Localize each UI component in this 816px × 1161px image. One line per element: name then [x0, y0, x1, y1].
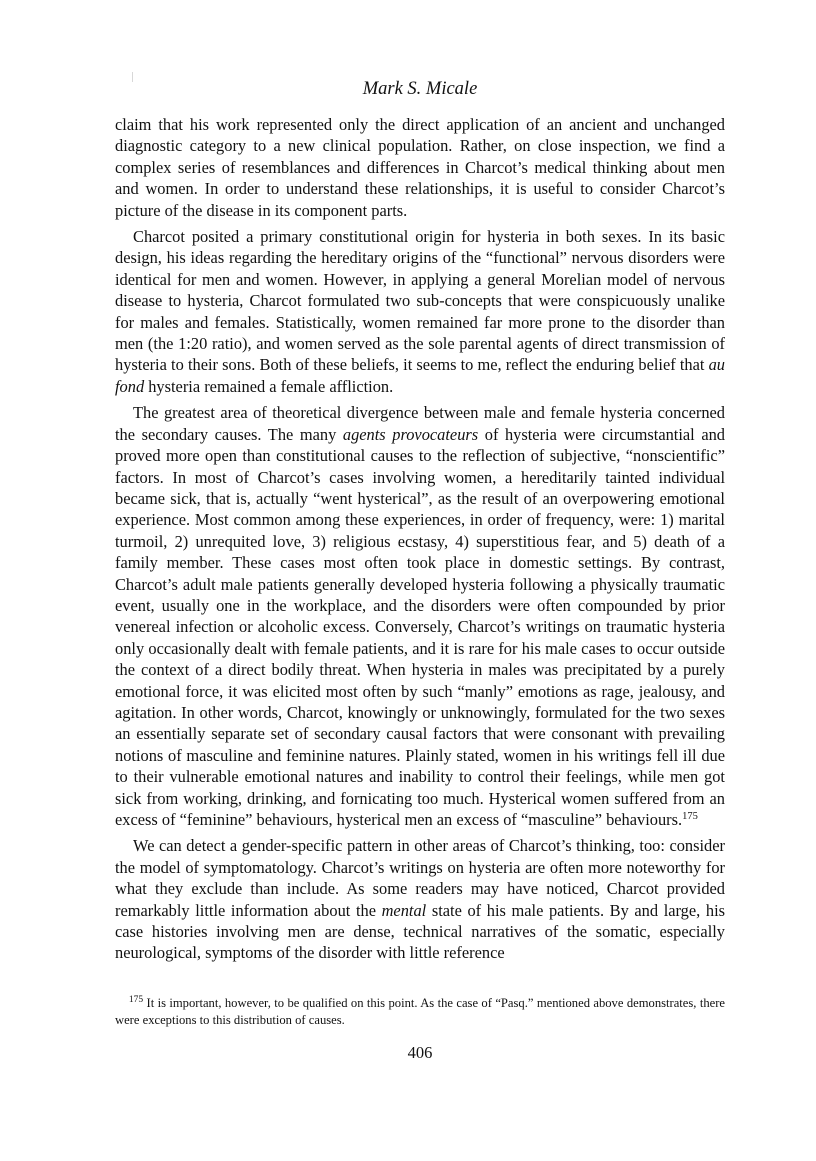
running-head: Mark S. Micale: [362, 79, 478, 99]
paragraph: [115, 226, 725, 397]
text-segment: of hysteria were circumstantial and proved more open than constitutional causes to the reflection of subjective, “nonscientific” factors. In most of Charcot’s cases involving women, a hereditarily tainted individual became sick, that is, actually “went hysterical”, as the result of an overpowering emotional experience. Most common among these experiences, in order of frequency, were: 1) marital turmoil, 2) unrequited love, 3) religious ecstasy, 4) superstitious fear, and 5) death of a family member. These cases most often took place in domestic settings. By contrast, Charcot’s adult male patients generally developed hysteria following a physically traumatic event, usually one in the workplace, and the disorders were often compounded by prior venereal infection or alcoholic excess. Conversely, Charcot’s writings on traumatic hysteria only occasionally dealt with female patients, and it is rare for his male cases to occur outside the context of a direct bodily threat. When hysteria in males was precipitated by a purely emotional force, it was elicited most often by such “manly” emotions as rage, jealousy, and agitation. In other words, Charcot, knowingly or unknowingly, formulated for the two sexes an essentially separate set of secondary causal factors that were consonant with prevailing notions of masculine and feminine natures. Plainly stated, women in his writings fell ill due to their vulnerable emotional natures and inability to control their feelings, while men got sick from working, drinking, and fornicating too much. Hysterical women suffered from an excess of “feminine” behaviours, hysterical men an excess of “masculine” behaviours.: [115, 424, 725, 829]
footnote-marker: 175: [128, 995, 144, 1005]
body-text: [115, 114, 725, 964]
text-segment: We can detect a gender-specific pattern in other areas of Charcot’s thinking, too: consider the model of symptomatology. Charcot’s writings on hysteria are often more noteworthy for what they exclude than include. As some readers may have noticed, Charcot provided remarkably little information about the: [115, 836, 725, 920]
text-segment: hysteria remained a female affliction.: [144, 376, 394, 396]
page-number: 406: [407, 1043, 433, 1062]
text-segment: The greatest area of theoretical divergence between male and female hysteria concerned the secondary causes. The many: [115, 403, 725, 444]
footnote: [115, 995, 725, 1029]
text-segment: claim that his work represented only the direct application of an ancient and unchanged diagnostic category to a new clinical population. Rather, on close inspection, we find a complex series of resemblances and differences in Charcot’s medical thinking about men and women. In order to understand these relationships, it is useful to consider Charcot’s picture of the disease in its component parts.: [115, 115, 725, 220]
italic-phrase: au fond: [115, 355, 725, 396]
paragraph: [115, 402, 725, 830]
page: [115, 78, 725, 1062]
paragraph: [115, 114, 725, 221]
paragraph: [115, 835, 725, 963]
italic-phrase: mental: [381, 900, 427, 920]
italic-phrase: agents provocateurs: [342, 424, 479, 444]
footnote-reference[interactable]: 175: [682, 811, 698, 822]
text-segment: state of his male patients. By and large, his case histories involving men are dense, technical narratives of the somatic, especially neurological, symptoms of the disorder with little reference: [115, 900, 725, 963]
text-segment: Charcot posited a primary constitutional origin for hysteria in both sexes. In its basic design, his ideas regarding the hereditary origins of the “functional” nervous disorders were identical for men and women. However, in applying a general Morelian model of nervous disease to hysteria, Charcot formulated two sub-concepts that were conspicuously unalike for males and females. Statistically, women remained far more prone to the disorder than men (the 1:20 ratio), and women served as the sole parental agents of direct transmission of hysteria to their sons. Both of these beliefs, it seems to me, reflect the enduring belief that: [115, 227, 725, 375]
footnote-text: It is important, however, to be qualified on this point. As the case of “Pasq.” mentioned above demonstrates, there were exceptions to this distribution of causes.: [115, 996, 725, 1027]
